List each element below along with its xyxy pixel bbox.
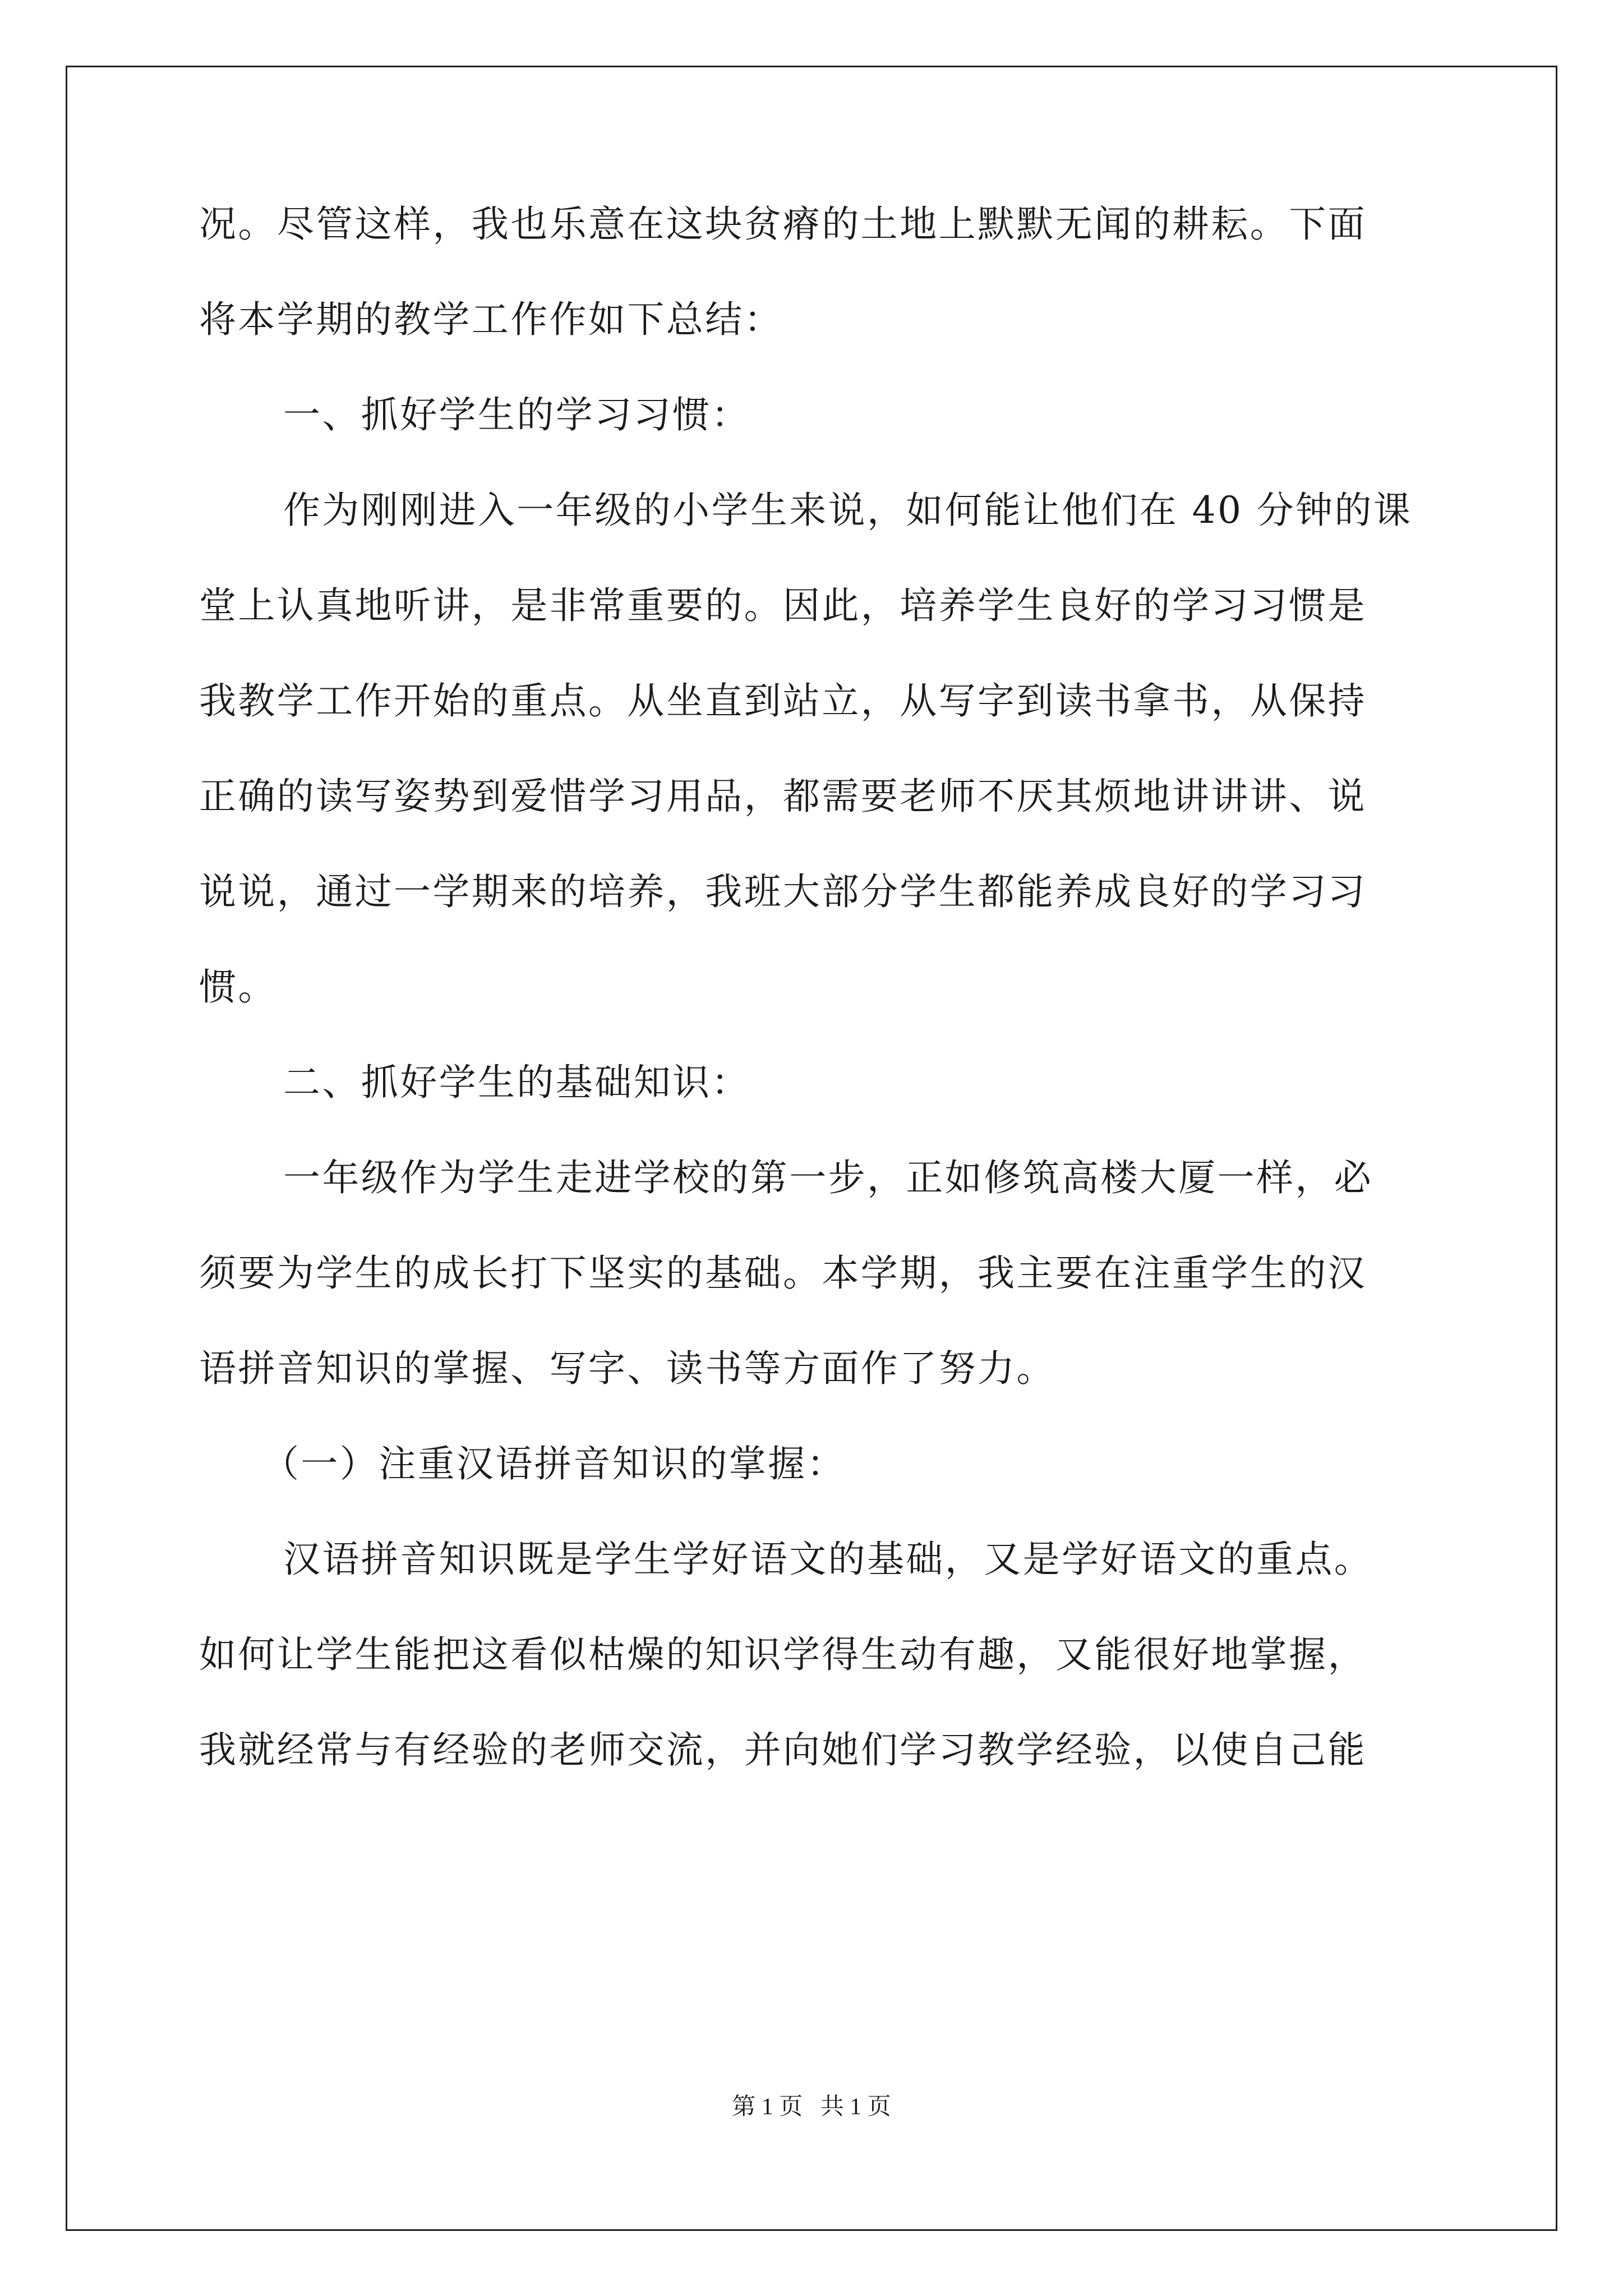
text-line: 惯。 — [199, 965, 277, 1009]
text-line: 将本学期的教学工作作如下总结： — [199, 298, 783, 341]
text-line: 说说，通过一学期来的培养，我班大部分学生都能养成良好的学习习 — [199, 870, 1367, 913]
text-line: 况。尽管这样，我也乐意在这块贫瘠的土地上默默无闻的耕耘。下面 — [199, 203, 1367, 246]
section-heading: 二、抓好学生的基础知识： — [283, 1061, 750, 1104]
subsection-heading: （一）注重汉语拼音知识的掌握： — [262, 1442, 846, 1485]
text-line: 须要为学生的成长打下坚实的基础。本学期，我主要在注重学生的汉 — [199, 1251, 1367, 1295]
text-line: 正确的读写姿势到爱惜学习用品，都需要老师不厌其烦地讲讲讲、说 — [199, 775, 1367, 818]
text-line: 我就经常与有经验的老师交流，并向她们学习教学经验，以使自己能 — [199, 1728, 1367, 1772]
text-line: 语拼音知识的掌握、写字、读书等方面作了努力。 — [199, 1347, 1055, 1390]
page-border — [66, 66, 1557, 2231]
text-line: 如何让学生能把这看似枯燥的知识学得生动有趣，又能很好地掌握， — [199, 1633, 1367, 1676]
text-line: 堂上认真地听讲，是非常重要的。因此，培养学生良好的学习习惯是 — [199, 584, 1367, 627]
text-line: 我教学工作开始的重点。从坐直到站立，从写字到读书拿书，从保持 — [199, 679, 1367, 723]
text-line: 作为刚刚进入一年级的小学生来说，如何能让他们在 40 分钟的课 — [283, 489, 1413, 532]
text-line: 汉语拼音知识既是学生学好语文的基础，又是学好语文的重点。 — [283, 1538, 1373, 1581]
section-heading: 一、抓好学生的学习习惯： — [283, 393, 750, 436]
text-line: 一年级作为学生走进学校的第一步，正如修筑高楼大厦一样，必 — [283, 1156, 1373, 1199]
page-footer: 第 1 页 共 1 页 — [732, 2094, 891, 2120]
